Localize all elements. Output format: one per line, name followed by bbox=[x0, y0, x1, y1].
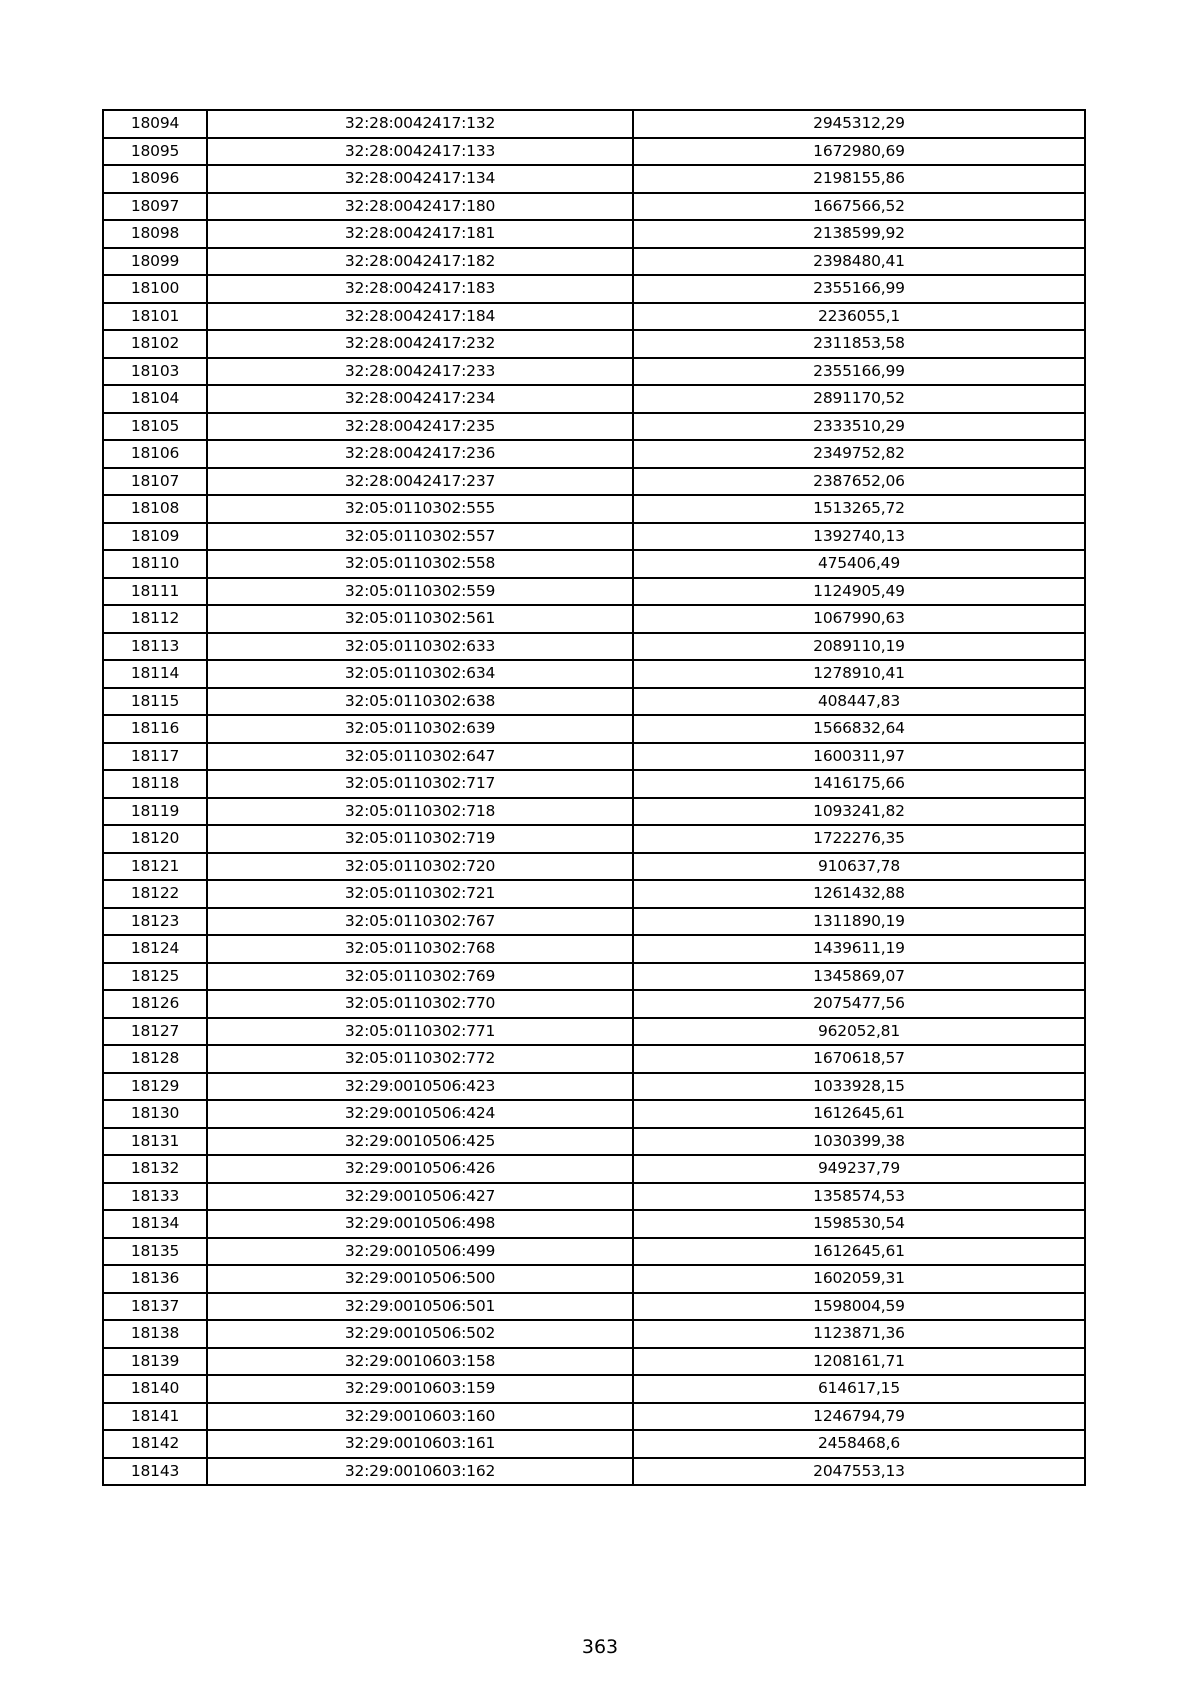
row-number-cell: 18142 bbox=[103, 1430, 207, 1458]
table-row bbox=[103, 248, 1085, 276]
table-row bbox=[103, 1073, 1085, 1101]
table-row bbox=[103, 385, 1085, 413]
cadastral-number-cell: 32:05:0110302:558 bbox=[207, 550, 633, 578]
row-number-cell: 18136 bbox=[103, 1265, 207, 1293]
table-row bbox=[103, 1183, 1085, 1211]
row-number-cell: 18113 bbox=[103, 633, 207, 661]
row-number-cell: 18138 bbox=[103, 1320, 207, 1348]
row-number-cell: 18116 bbox=[103, 715, 207, 743]
table-row bbox=[103, 1430, 1085, 1458]
table-row bbox=[103, 990, 1085, 1018]
row-number-cell: 18132 bbox=[103, 1155, 207, 1183]
cadastral-value-cell: 1246794,79 bbox=[633, 1403, 1085, 1431]
row-number-cell: 18115 bbox=[103, 688, 207, 716]
row-number-cell: 18098 bbox=[103, 220, 207, 248]
cadastral-value-cell: 2089110,19 bbox=[633, 633, 1085, 661]
row-number-cell: 18109 bbox=[103, 523, 207, 551]
row-number-cell: 18143 bbox=[103, 1458, 207, 1486]
row-number-cell: 18100 bbox=[103, 275, 207, 303]
cadastral-value-cell: 2891170,52 bbox=[633, 385, 1085, 413]
row-number-cell: 18104 bbox=[103, 385, 207, 413]
table-row bbox=[103, 688, 1085, 716]
cadastral-value-cell: 2075477,56 bbox=[633, 990, 1085, 1018]
row-number-cell: 18124 bbox=[103, 935, 207, 963]
cadastral-value-cell: 1261432,88 bbox=[633, 880, 1085, 908]
cadastral-value-cell: 2458468,6 bbox=[633, 1430, 1085, 1458]
cadastral-value-cell: 2387652,06 bbox=[633, 468, 1085, 496]
cadastral-number-cell: 32:29:0010603:162 bbox=[207, 1458, 633, 1486]
cadastral-number-cell: 32:28:0042417:184 bbox=[207, 303, 633, 331]
table-body bbox=[103, 110, 1085, 1485]
cadastral-value-cell: 1598004,59 bbox=[633, 1293, 1085, 1321]
table-row bbox=[103, 1018, 1085, 1046]
cadastral-number-cell: 32:05:0110302:633 bbox=[207, 633, 633, 661]
row-number-cell: 18117 bbox=[103, 743, 207, 771]
row-number-cell: 18129 bbox=[103, 1073, 207, 1101]
table-row bbox=[103, 1375, 1085, 1403]
cadastral-number-cell: 32:29:0010506:424 bbox=[207, 1100, 633, 1128]
row-number-cell: 18125 bbox=[103, 963, 207, 991]
row-number-cell: 18097 bbox=[103, 193, 207, 221]
cadastral-value-cell: 1600311,97 bbox=[633, 743, 1085, 771]
cadastral-number-cell: 32:29:0010506:498 bbox=[207, 1210, 633, 1238]
row-number-cell: 18099 bbox=[103, 248, 207, 276]
row-number-cell: 18140 bbox=[103, 1375, 207, 1403]
cadastral-number-cell: 32:05:0110302:772 bbox=[207, 1045, 633, 1073]
cadastral-number-cell: 32:29:0010603:160 bbox=[207, 1403, 633, 1431]
table-row bbox=[103, 798, 1085, 826]
cadastral-number-cell: 32:29:0010603:158 bbox=[207, 1348, 633, 1376]
cadastral-number-cell: 32:05:0110302:555 bbox=[207, 495, 633, 523]
table-row bbox=[103, 220, 1085, 248]
row-number-cell: 18126 bbox=[103, 990, 207, 1018]
cadastral-value-cell: 1670618,57 bbox=[633, 1045, 1085, 1073]
cadastral-value-cell: 614617,15 bbox=[633, 1375, 1085, 1403]
cadastral-value-table bbox=[102, 109, 1086, 1486]
cadastral-number-cell: 32:28:0042417:133 bbox=[207, 138, 633, 166]
cadastral-value-cell: 1566832,64 bbox=[633, 715, 1085, 743]
table-row bbox=[103, 110, 1085, 138]
cadastral-value-cell: 1278910,41 bbox=[633, 660, 1085, 688]
cadastral-number-cell: 32:05:0110302:557 bbox=[207, 523, 633, 551]
cadastral-value-cell: 475406,49 bbox=[633, 550, 1085, 578]
cadastral-value-cell: 2398480,41 bbox=[633, 248, 1085, 276]
cadastral-number-cell: 32:28:0042417:237 bbox=[207, 468, 633, 496]
cadastral-value-cell: 1672980,69 bbox=[633, 138, 1085, 166]
row-number-cell: 18106 bbox=[103, 440, 207, 468]
cadastral-number-cell: 32:05:0110302:561 bbox=[207, 605, 633, 633]
row-number-cell: 18121 bbox=[103, 853, 207, 881]
table-row bbox=[103, 605, 1085, 633]
cadastral-value-cell: 949237,79 bbox=[633, 1155, 1085, 1183]
cadastral-value-cell: 2047553,13 bbox=[633, 1458, 1085, 1486]
table-row bbox=[103, 1238, 1085, 1266]
table-row bbox=[103, 1210, 1085, 1238]
cadastral-value-cell: 1513265,72 bbox=[633, 495, 1085, 523]
cadastral-number-cell: 32:29:0010506:423 bbox=[207, 1073, 633, 1101]
cadastral-value-cell: 2198155,86 bbox=[633, 165, 1085, 193]
table-row bbox=[103, 963, 1085, 991]
row-number-cell: 18139 bbox=[103, 1348, 207, 1376]
row-number-cell: 18107 bbox=[103, 468, 207, 496]
cadastral-number-cell: 32:05:0110302:717 bbox=[207, 770, 633, 798]
cadastral-number-cell: 32:05:0110302:559 bbox=[207, 578, 633, 606]
table-row bbox=[103, 880, 1085, 908]
table-row bbox=[103, 193, 1085, 221]
cadastral-value-cell: 962052,81 bbox=[633, 1018, 1085, 1046]
cadastral-number-cell: 32:29:0010603:159 bbox=[207, 1375, 633, 1403]
cadastral-number-cell: 32:28:0042417:233 bbox=[207, 358, 633, 386]
cadastral-value-cell: 1612645,61 bbox=[633, 1100, 1085, 1128]
table-row bbox=[103, 523, 1085, 551]
row-number-cell: 18131 bbox=[103, 1128, 207, 1156]
cadastral-value-cell: 1030399,38 bbox=[633, 1128, 1085, 1156]
cadastral-number-cell: 32:28:0042417:134 bbox=[207, 165, 633, 193]
row-number-cell: 18141 bbox=[103, 1403, 207, 1431]
cadastral-number-cell: 32:28:0042417:180 bbox=[207, 193, 633, 221]
cadastral-value-cell: 1416175,66 bbox=[633, 770, 1085, 798]
cadastral-number-cell: 32:05:0110302:638 bbox=[207, 688, 633, 716]
cadastral-number-cell: 32:28:0042417:235 bbox=[207, 413, 633, 441]
cadastral-number-cell: 32:29:0010506:425 bbox=[207, 1128, 633, 1156]
table-row bbox=[103, 770, 1085, 798]
table-row bbox=[103, 1045, 1085, 1073]
cadastral-number-cell: 32:28:0042417:182 bbox=[207, 248, 633, 276]
cadastral-value-cell: 1439611,19 bbox=[633, 935, 1085, 963]
cadastral-number-cell: 32:05:0110302:767 bbox=[207, 908, 633, 936]
row-number-cell: 18127 bbox=[103, 1018, 207, 1046]
table-row bbox=[103, 743, 1085, 771]
cadastral-number-cell: 32:29:0010506:427 bbox=[207, 1183, 633, 1211]
table-row bbox=[103, 413, 1085, 441]
cadastral-value-cell: 1124905,49 bbox=[633, 578, 1085, 606]
row-number-cell: 18108 bbox=[103, 495, 207, 523]
cadastral-value-cell: 1612645,61 bbox=[633, 1238, 1085, 1266]
cadastral-number-cell: 32:28:0042417:236 bbox=[207, 440, 633, 468]
table-row bbox=[103, 660, 1085, 688]
cadastral-number-cell: 32:29:0010506:501 bbox=[207, 1293, 633, 1321]
cadastral-value-cell: 2311853,58 bbox=[633, 330, 1085, 358]
cadastral-number-cell: 32:05:0110302:634 bbox=[207, 660, 633, 688]
table-row bbox=[103, 825, 1085, 853]
table-row bbox=[103, 468, 1085, 496]
cadastral-value-cell: 1358574,53 bbox=[633, 1183, 1085, 1211]
cadastral-value-cell: 1033928,15 bbox=[633, 1073, 1085, 1101]
cadastral-value-cell: 2138599,92 bbox=[633, 220, 1085, 248]
row-number-cell: 18120 bbox=[103, 825, 207, 853]
row-number-cell: 18101 bbox=[103, 303, 207, 331]
table-row bbox=[103, 1293, 1085, 1321]
row-number-cell: 18096 bbox=[103, 165, 207, 193]
cadastral-value-cell: 1311890,19 bbox=[633, 908, 1085, 936]
row-number-cell: 18110 bbox=[103, 550, 207, 578]
cadastral-value-cell: 2349752,82 bbox=[633, 440, 1085, 468]
table-row bbox=[103, 1265, 1085, 1293]
cadastral-number-cell: 32:28:0042417:234 bbox=[207, 385, 633, 413]
cadastral-value-cell: 1598530,54 bbox=[633, 1210, 1085, 1238]
table-row bbox=[103, 633, 1085, 661]
cadastral-number-cell: 32:05:0110302:647 bbox=[207, 743, 633, 771]
cadastral-value-cell: 1602059,31 bbox=[633, 1265, 1085, 1293]
cadastral-number-cell: 32:05:0110302:769 bbox=[207, 963, 633, 991]
cadastral-value-cell: 1345869,07 bbox=[633, 963, 1085, 991]
cadastral-value-cell: 1722276,35 bbox=[633, 825, 1085, 853]
cadastral-value-cell: 2236055,1 bbox=[633, 303, 1085, 331]
cadastral-number-cell: 32:28:0042417:183 bbox=[207, 275, 633, 303]
cadastral-number-cell: 32:29:0010506:499 bbox=[207, 1238, 633, 1266]
row-number-cell: 18134 bbox=[103, 1210, 207, 1238]
cadastral-number-cell: 32:05:0110302:771 bbox=[207, 1018, 633, 1046]
cadastral-number-cell: 32:05:0110302:719 bbox=[207, 825, 633, 853]
row-number-cell: 18128 bbox=[103, 1045, 207, 1073]
page-number: 363 bbox=[581, 1636, 619, 1658]
cadastral-number-cell: 32:05:0110302:718 bbox=[207, 798, 633, 826]
table-row bbox=[103, 1100, 1085, 1128]
row-number-cell: 18123 bbox=[103, 908, 207, 936]
table-row bbox=[103, 1320, 1085, 1348]
table-row bbox=[103, 908, 1085, 936]
table-row bbox=[103, 1155, 1085, 1183]
table-row bbox=[103, 138, 1085, 166]
row-number-cell: 18095 bbox=[103, 138, 207, 166]
cadastral-value-cell: 1392740,13 bbox=[633, 523, 1085, 551]
table-row bbox=[103, 303, 1085, 331]
cadastral-number-cell: 32:05:0110302:770 bbox=[207, 990, 633, 1018]
table-row bbox=[103, 550, 1085, 578]
cadastral-number-cell: 32:29:0010506:500 bbox=[207, 1265, 633, 1293]
table-row bbox=[103, 935, 1085, 963]
row-number-cell: 18137 bbox=[103, 1293, 207, 1321]
cadastral-value-cell: 1208161,71 bbox=[633, 1348, 1085, 1376]
cadastral-number-cell: 32:29:0010506:426 bbox=[207, 1155, 633, 1183]
cadastral-value-cell: 1093241,82 bbox=[633, 798, 1085, 826]
cadastral-value-cell: 408447,83 bbox=[633, 688, 1085, 716]
table-row bbox=[103, 330, 1085, 358]
table-row bbox=[103, 578, 1085, 606]
cadastral-value-cell: 2355166,99 bbox=[633, 275, 1085, 303]
row-number-cell: 18102 bbox=[103, 330, 207, 358]
cadastral-number-cell: 32:28:0042417:181 bbox=[207, 220, 633, 248]
cadastral-number-cell: 32:05:0110302:768 bbox=[207, 935, 633, 963]
row-number-cell: 18119 bbox=[103, 798, 207, 826]
cadastral-value-cell: 1123871,36 bbox=[633, 1320, 1085, 1348]
cadastral-number-cell: 32:05:0110302:720 bbox=[207, 853, 633, 881]
table-row bbox=[103, 165, 1085, 193]
row-number-cell: 18094 bbox=[103, 110, 207, 138]
cadastral-value-cell: 1667566,52 bbox=[633, 193, 1085, 221]
row-number-cell: 18130 bbox=[103, 1100, 207, 1128]
cadastral-value-cell: 1067990,63 bbox=[633, 605, 1085, 633]
cadastral-number-cell: 32:29:0010603:161 bbox=[207, 1430, 633, 1458]
cadastral-value-cell: 2945312,29 bbox=[633, 110, 1085, 138]
table-row bbox=[103, 358, 1085, 386]
row-number-cell: 18105 bbox=[103, 413, 207, 441]
table-row bbox=[103, 1458, 1085, 1486]
row-number-cell: 18122 bbox=[103, 880, 207, 908]
table-row bbox=[103, 1348, 1085, 1376]
table-row bbox=[103, 440, 1085, 468]
table-row bbox=[103, 1128, 1085, 1156]
cadastral-value-cell: 2355166,99 bbox=[633, 358, 1085, 386]
table-row bbox=[103, 1403, 1085, 1431]
table-row bbox=[103, 495, 1085, 523]
table-row bbox=[103, 853, 1085, 881]
table-row bbox=[103, 715, 1085, 743]
row-number-cell: 18118 bbox=[103, 770, 207, 798]
cadastral-value-cell: 2333510,29 bbox=[633, 413, 1085, 441]
cadastral-value-cell: 910637,78 bbox=[633, 853, 1085, 881]
row-number-cell: 18103 bbox=[103, 358, 207, 386]
row-number-cell: 18111 bbox=[103, 578, 207, 606]
row-number-cell: 18114 bbox=[103, 660, 207, 688]
table-row bbox=[103, 275, 1085, 303]
row-number-cell: 18135 bbox=[103, 1238, 207, 1266]
cadastral-number-cell: 32:05:0110302:721 bbox=[207, 880, 633, 908]
row-number-cell: 18112 bbox=[103, 605, 207, 633]
cadastral-number-cell: 32:05:0110302:639 bbox=[207, 715, 633, 743]
cadastral-number-cell: 32:28:0042417:232 bbox=[207, 330, 633, 358]
cadastral-number-cell: 32:29:0010506:502 bbox=[207, 1320, 633, 1348]
row-number-cell: 18133 bbox=[103, 1183, 207, 1211]
cadastral-number-cell: 32:28:0042417:132 bbox=[207, 110, 633, 138]
